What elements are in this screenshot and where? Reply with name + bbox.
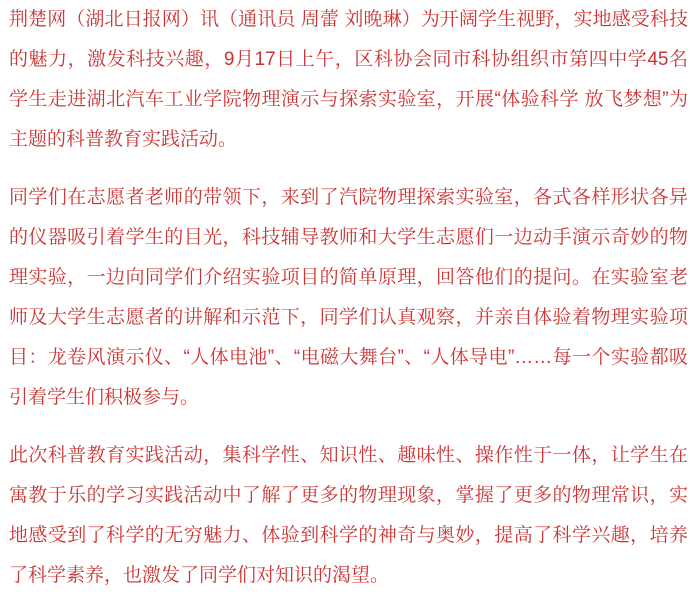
article-paragraph-activity-detail: 同学们在志愿者老师的带领下，来到了汽院物理探索实验室，各式各样形状各异的仪器吸引着学生的目光，科技辅导教师和大学生志愿们一边动手演示奇妙的物理实验，一边向同学们介绍实验项目的简单原理，回答他们的提问。在实验室老师及大学生志愿者的讲解和示范下，同学们认真观察，并亲自体验着物理实验项目：龙卷风演示仪、“人体电池”、“电磁大舞台”、“人体导电”……每一个实验都吸引着学生们积极参与。: [9, 187, 688, 408]
article-paragraph-summary: 此次科普教育实践活动，集科学性、知识性、趣味性、操作性于一体，让学生在寓教于乐的学习实践活动中了解了更多的物理现象，掌握了更多的物理常识，实地感受到了科学的无穷魅力、体验到科学的神奇与奥妙，提高了科学兴趣，培养了科学素养，也激发了同学们对知识的渴望。: [9, 445, 688, 586]
article-paragraph-intro: 荆楚网（湖北日报网）讯（通讯员 周蕾 刘晚琳）为开阔学生视野，实地感受科技的魅力，激发科技兴趣，9月17日上午，区科协会同市科协组织市第四中学45名学生走进湖北汽车工业学院物理演示与探索实验室，开展“体验科学 放飞梦想”为主题的科普教育实践活动。: [9, 9, 688, 150]
